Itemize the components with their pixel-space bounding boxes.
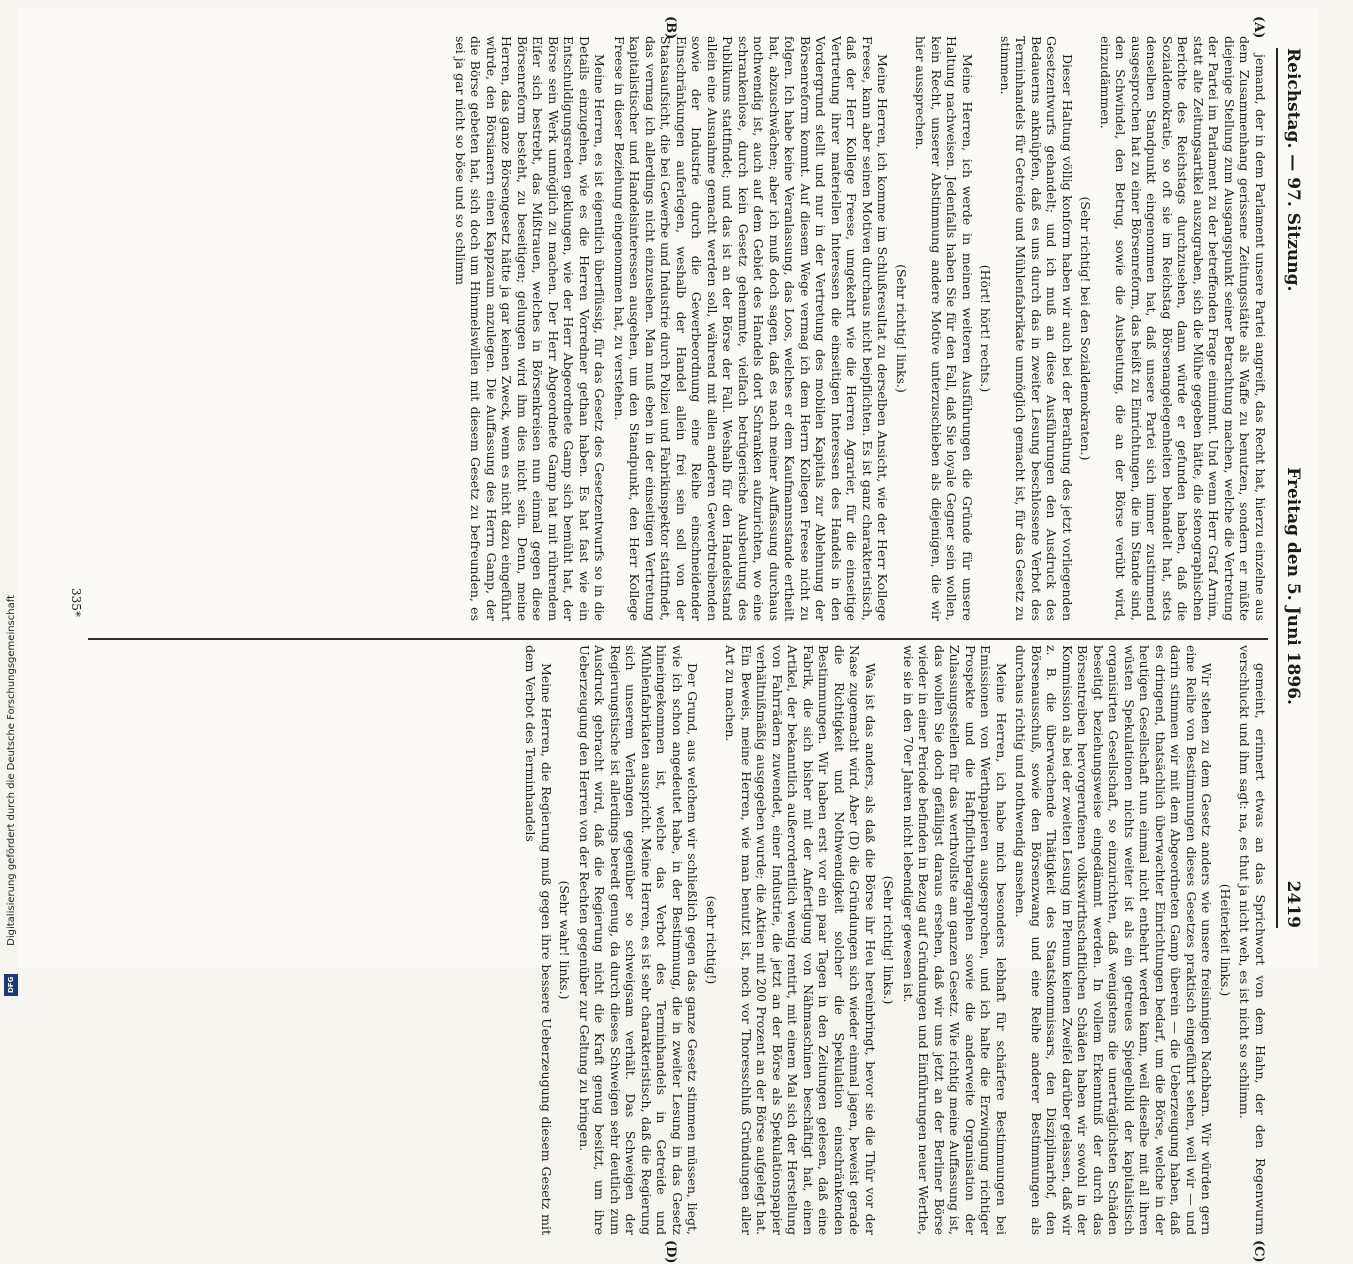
header-rule xyxy=(1276,48,1278,928)
footer-page-mark: 335* xyxy=(69,588,83,617)
paragraph: Meine Herren, ich komme im Schlußresultat zu derselben Ansicht, wie der Herr Kollege Freese, kann aber seinen Motiven durchaus nicht beipflichten. Es ist ganz charakteristisch, daß der Herr Kollege Freese, umgekehrt wie die Herren Agrarier, für die einseitige Vertretung ihrer materiellen Interessen die einseitigen Interessen des Handels in den Vordergrund stellt und nur in der Vertretung des mobilen Kapitals zur Ablehnung der Börsenreform kommt. Auf diesem Wege vermag ich dem Herrn Kollegen Freese nicht zu folgen. Ich habe keine Veranlassung, das Loos, welches er dem Kaufmannsstande ertheilt hat, abzuschwächen; aber ich muß doch sagen, daß es nach meiner Auffassung durchaus nothwendig ist, auch auf dem Gebiet des Handels dort Schranken aufzurichten, wo eine schrankenlose, durch kein Gesetz gehemmte, vielfach betrügerische Ausbeutung des Publikums stattfindet; und das ist an der Börse der Fall. Weshalb für den Handelsstand allein eine Ausnahme gemacht werden soll, während mit allen anderen Gewerbtreibenden sowie der Industrie durch die Gewerbeordnung eine Reihe einschneidender Einschränkungen auferlegen, weshalb der Handel allein frei sein soll von der Staatsaufsicht, die bei Gewerbe und Industrie durch Polizei und Fabrikinspektor stattfindet, das vermag ich allerdings nicht einzusehen. Man muß eben in der einseitigen Vertretung kapitalistischer und Handelsinteressen ausgehen, um den Standpunkt, den Herr Kollege Freese in dieser Beziehung eingenommen hat, zu verstehen. xyxy=(612,36,891,621)
right-column xyxy=(88,645,1268,1235)
speech-remark: (Hört! hört! rechts.) xyxy=(978,264,994,393)
header-date: Freitag den 5. Juni 1896. xyxy=(1283,467,1303,705)
speech-remark: (Sehr richtig! bei den Sozialdemokraten.) xyxy=(1078,196,1094,461)
scanned-page xyxy=(18,8,1318,1264)
margin-marker-d: (D) xyxy=(663,1240,678,1264)
paragraph: Der Grund, aus welchem wir schließlich gegen das ganze Gesetz stimmen müssen, liegt, wie ich schon angedeutet habe, in der Bestimmung, die in zweiter Lesung in das Gesetz hineingekommen ist, welche das Verbot des Terminhandels in Getreide und Mühlenfabrikaten ausspricht. Meine Herren, es ist sehr charakteristisch, daß die Regierung sich unserem Verlangen gegenüber so schweigsam verhält. Das Schweigen der Regierungstische ist allerdings beredt genug, da durch dieses Schweigen sehr deutlich zum Ausdruck gebracht wird, daß die Regierung nicht die Kraft genug besitzt, um ihre Ueberzeugung den Herren von der Rechten gegenüber zur Geltung zu bringen. xyxy=(577,645,701,1235)
paragraph: gemeint, erinnert etwas an das Sprichwort von dem Hahn, der den Regenwurm verschluckt und ihm sagt: na, es thut ja nicht weh, es ist nicht so schlimm. xyxy=(1237,645,1268,1235)
paragraph: Wir stehen zu dem Gesetz anders wie unsere freisinnigen Nachbarn. Wir würden gern eine Reihe von Bestimmungen dieses Gesetzes praktisch eingeführt sehen, weil wir — und darin stimmen wir mit dem Abgeordneten Gamp überein — die Ueberzeugung haben, daß es dringend, thatsächlich überwachter Einrichtungen bedarf, um die Börse, welche in der heutigen Gesellschaft nun einmal nicht entbehrt werden kann, weil dieselbe mit all ihren wüsten Spekulationen nichts weiter ist als ein getreues Spiegelbild der kapitalistisch organisirten Gesellschaft, so einzurichten, daß wenigstens die unerträglichsten Schäden beseitigt beziehungsweise eingedämmt werden. In vollem Erkenntniß der durch das Börsentreiben hervorgerufenen volkswirthschaftlichen Schäden haben wir sowohl in der Kommission als bei der zweiten Lesung im Plenum keinen Zweifel darüber gelassen, daß wir z. B. die überwachende Thätigkeit des Staatskommissars, den Disziplinarhof, den Börsenausschuß, sowie den Börsenzwang und eine Reihe anderer Bestimmungen als durchaus richtig und nothwendig ansehen. xyxy=(1013,645,1215,1235)
dfg-logo-icon: DFG xyxy=(4,974,18,996)
page-number: 2419 xyxy=(1283,880,1303,928)
paragraph: Meine Herren, ich werde in meinen weiteren Ausführungen die Gründe für unsere Haltung nachweisen. Jedenfalls haben Sie für den Fall, daß Sie loyale Gegner sein wollen, kein Recht, unserer Abstimmung andere Motive unterzuschieben als diejenigen, die wir hier aussprechen. xyxy=(913,36,975,621)
page-header xyxy=(1278,48,1308,928)
speech-remark: (Sehr richtig! links.) xyxy=(894,264,909,393)
speech-remark: (Heiterkeit links.) xyxy=(1218,883,1233,997)
paragraph: Dieser Haltung völlig konform haben wir auch bei der Berathung des jetzt vorliegenden Gesetzentwurfs gehandelt; und ich muß an diese Ausführungen den Ausdruck des Bedauerns anknüpfen, daß es uns durch das in zweiter Lesung beschlossene Verbot des Terminhandels für Getreide und Mühlenfabrikate unmöglich gemacht ist, für das Gesetz zu stimmen. xyxy=(998,36,1075,621)
paragraph: Meine Herren, die Regierung muß gegen ihre bessere Ueberzeugung diesem Gesetz mit dem Verbot des Terminhandels xyxy=(523,645,554,1235)
speech-remark: (sehr richtig!) xyxy=(704,895,719,985)
column-divider xyxy=(88,638,1268,640)
speech-remark: (Sehr wahr! links.) xyxy=(557,880,573,1000)
margin-marker-c: (C) xyxy=(1251,1240,1266,1263)
paragraph: Meine Herren, es ist eigentlich überflüssig, für das Gesetz des Gesetzentwurfs so in die Details einzugehen, wie es die Herren Vorredner gethan haben. Es hat fast wie ein Entschuldigungsreden geklungen, wie der Herr Abgeordnete Gamp sich bemüht hat, der Börse sein Werk unmöglich zu machen. Der Herr Abgeordnete Gamp hat mit rührendem Eifer sich bestrebt, das Mißtrauen, welches in Börsenkreisen nun einmal gegen diese Börsenreform besteht, zu beseitigen; gelungen wird ihm dies nicht sein. Denn, meine Herren, das ganze Börsengesetz hätte ja gar keinen Zweck, wenn es nicht dazu eingeführt würde, den Börsianern einen Kappzaum anzulegen. Die Auffassung des Herrn Gamp, der die Börse gebeten hat, sich doch um Himmelswillen mit diesem Gesetz zu befreunden, es sei ja gar nicht so böse und so schlimm xyxy=(453,36,608,621)
paragraph: Meine Herren, ich habe mich besonders lebhaft für schärfere Bestimmungen bei Emissionen von Werthpapieren ausgesprochen, und ich halte die Erzwingung richtiger Prospekte und die Haftpflichtparagraphen sowie die anderweite Organisation der Zulassungsstellen für das werthvollste am ganzen Gesetz. Wie richtig meine Auffassung ist, das wollen Sie doch gefälligst daraus ersehen, daß wir uns jetzt an der Berliner Börse wieder in einer Periode befinden in Bezug auf Gründungen und Einführungen neuer Werthe, wie sie in den 70er Jahren nicht lebendiger gewesen ist. xyxy=(901,645,1009,1235)
margin-marker-b: (B) xyxy=(663,16,678,40)
margin-marker-a: (A) xyxy=(1251,16,1266,39)
left-column xyxy=(88,36,1268,621)
paragraph: Was ist das anders, als daß die Börse ihr Heu hereinbringt, bevor sie die Thür vor der Nase zugemacht wird. Aber (D) die Gründungen sich wieder einmal jagen, beweist gerade die Richtigkeit und Nothwendigkeit solcher die Spekulation einschränkenden Bestimmungen. Wir haben erst vor ein paar Tagen in den Zeitungen gelesen, daß eine Fabrik, die sich bisher mit der Anfertigung von Nähmaschinen beschäftigt hat, einen Artikel, der bekanntlich außerordentlich wenig rentirt, mit einem Mal sich der Herstellung von Fahrrädern zuwendet, einer Industrie, die jetzt an der Börse als Spekulationspapier verhältnißmäßig ausgegeben wurde; die Aktien mit 200 Prozent an der Börse aufgelegt hat. Ein Beweis, meine Herren, wie man benutzt ist, noch vor Thoresschluß Gründungen aller Art zu machen. xyxy=(723,645,878,1235)
speech-remark: (Sehr richtig! links.) xyxy=(881,875,897,1005)
digitization-credit: Digitalisierung gefördert durch die Deutsche Forschungsgemeinschaft xyxy=(5,595,17,946)
header-left: Reichstag. — 97. Sitzung. xyxy=(1283,48,1303,292)
paragraph: jemand, der in dem Parlament unsere Partei angreift, das Recht hat, hierzu einzelne aus dem Zusammenhang gerissene Zeitungsstätte als Waffe zu benutzen, sondern er müßte diejenige Stellung zum Ausgangspunkt seiner Betrachtung machen, welche die Vertretung der Partei im Parlament zu der betreffenden Frage einnimmt. Und wenn Herr Graf Arnim, statt alte Zeitungsartikel auszugraben, sich die Mühe gegeben hätte, die stenographischen Berichte des Reichstags durchzusehen, dann würde er gefunden haben, daß die Sozialdemokratie, so oft sie im Reichstag Börsenangelegenheiten behandelt hat, stets denselben Standpunkt eingenommen hat, daß unsere Partei sich immer zustimmend ausgesprochen hat zu einer Börsenreform, das heißt zu Einrichtungen, die im Stande sind, den Schwindel, den Betrug, sowie die Ausbeutung, die an der Börse verübt wird, einzudämmen. xyxy=(1098,36,1268,621)
